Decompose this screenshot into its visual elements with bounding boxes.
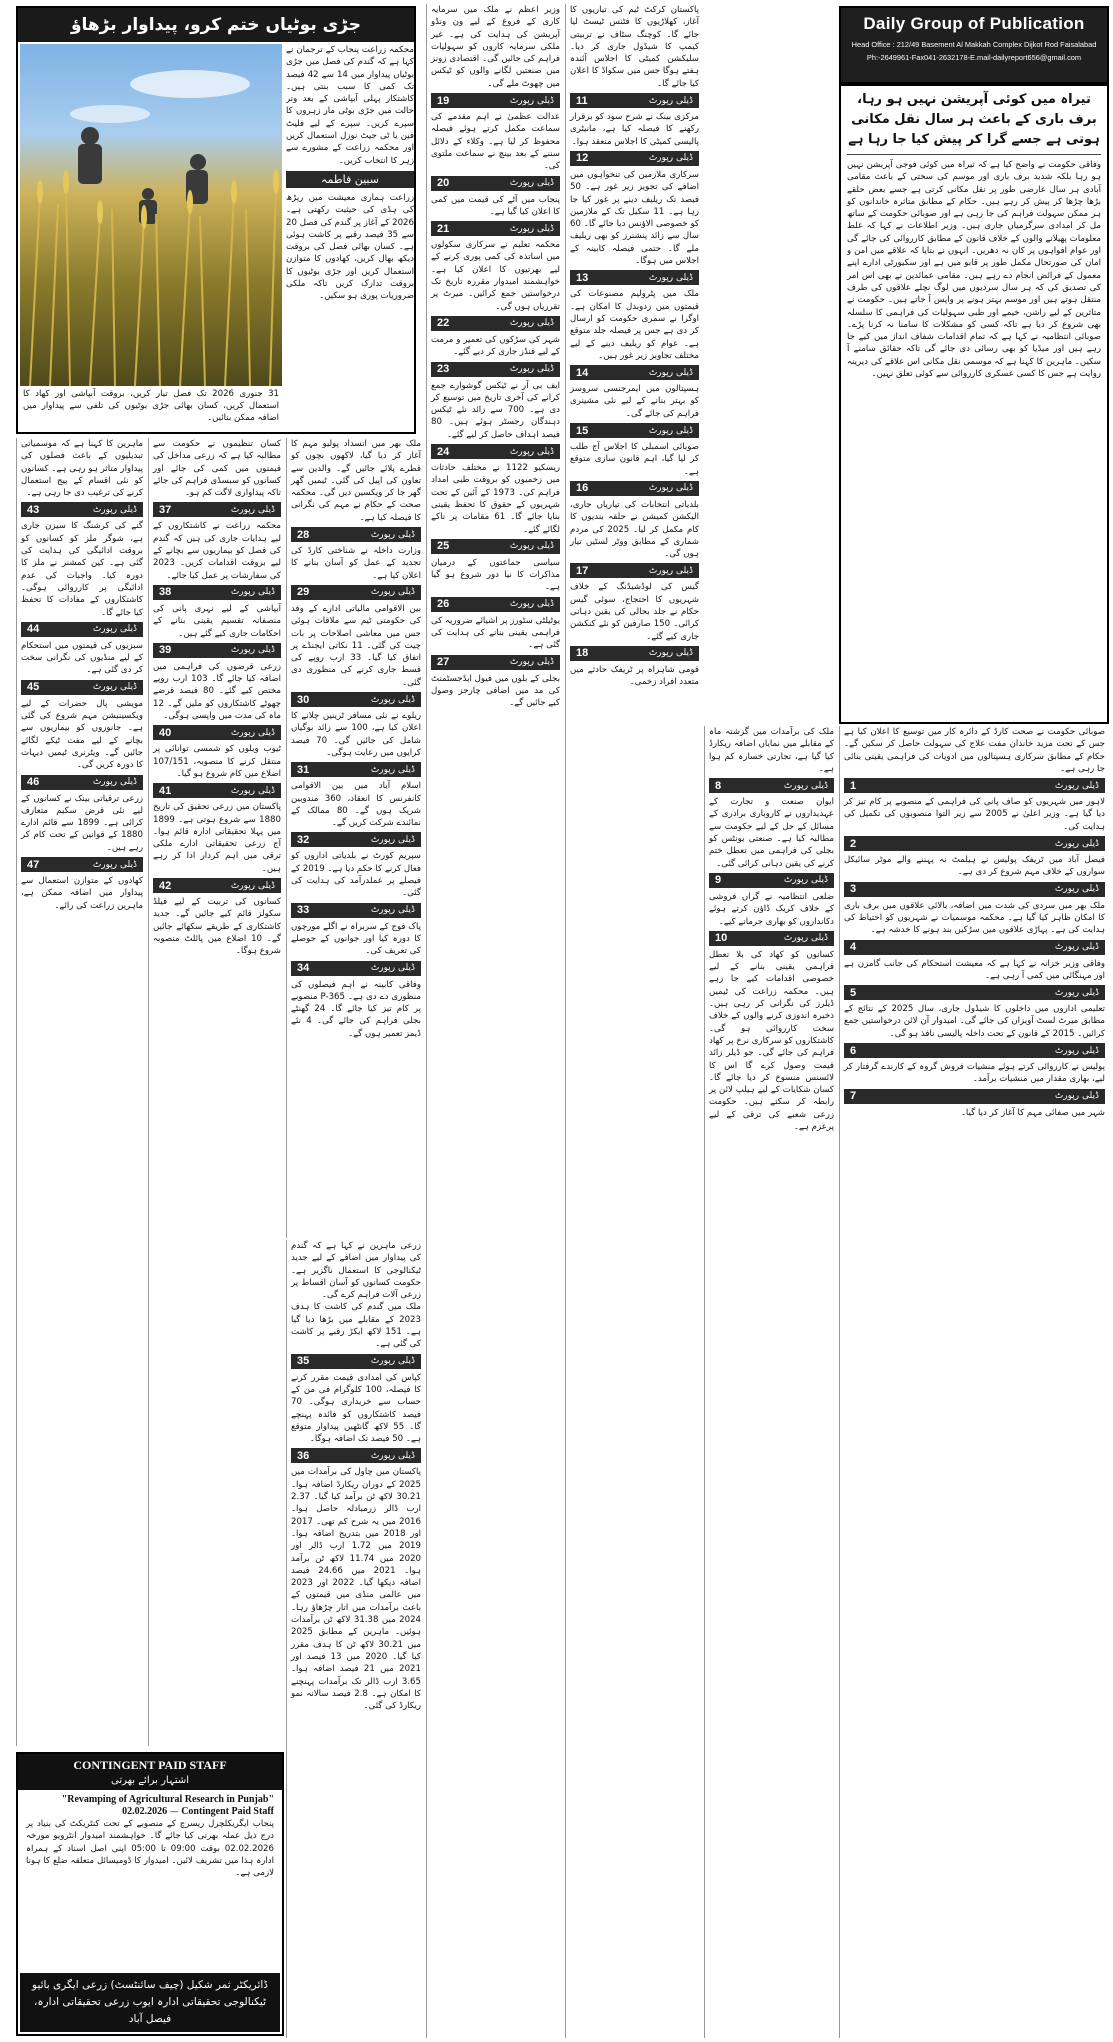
- news-item-header: [709, 873, 834, 888]
- news-item-text: پاک فوج کے سربراہ نے اگلے مورچوں کا دورہ کیا اور جوانوں کے حوصلے کی تعریف کی۔: [291, 921, 421, 957]
- news-item-header: [570, 646, 699, 661]
- news-item-text: کسانوں کو کھاد کی بلا تعطل فراہمی یقینی بنانے کے لیے خصوصی اقدامات کیے جا رہے ہیں۔ محکمہ زراعت کی ٹیمیں ڈیلرز کی نگرانی کر رہی ہیں۔ ذخیرہ اندوزی کرنے والوں کے خلاف سخت کارروائی ہو گی۔ کاشتکاروں کو سرکاری نرخ پر کھاد فراہم کی جائے گی۔ جو ڈیلر زائد قیمت وصول کرے گا اس کا لائسنس منسوخ کر دیا جائے گا۔ کسان شکایات کے لیے ہیلپ لائن پر رابطہ کر سکتے ہیں۔ حکومت زرعی شعبے کی ترقی کے لیے پرعزم ہے۔: [709, 949, 834, 1133]
- news-item-header: [844, 778, 1105, 793]
- photo-caption: 31 جنوری 2026 تک فصل تیار کریں، بروقت آبپاشی اور کھاد کا استعمال کریں، کسان بھائی جڑی بوٹیوں کی تلفی سے پیداوار میں اضافہ ممکن بنائیں۔: [23, 389, 279, 423]
- news-item-header: [844, 985, 1105, 1000]
- section-label: ڈیلی رپورٹ: [509, 541, 554, 552]
- news-item-number: 46: [27, 776, 40, 789]
- news-item-text: تعلیمی اداروں میں داخلوں کا شیڈول جاری، سال 2025 کے نتائج کے مطابق میرٹ لسٹ آویزاں کی جائے گی۔ امیدوار آن لائن درخواستیں جمع کرائیں۔ 2015 کے قانون کے تحت داخلہ پالیسی نافذ ہو گی۔: [844, 1004, 1105, 1039]
- news-item-number: 14: [576, 366, 589, 379]
- section-label: ڈیلی رپورٹ: [648, 425, 693, 436]
- news-item-text: صوبائی حکومت نے صحت کارڈ کے دائرہ کار میں توسیع کا اعلان کیا ہے جس کے تحت مزید خاندان مفت علاج کی سہولت حاصل کر سکیں گے۔ حکام کے مطابق سرکاری ہسپتالوں میں ادویات کی فراہمی یقینی بنائی جا رہی ہے۔: [844, 727, 1105, 774]
- news-item-number: 24: [437, 445, 450, 458]
- news-item-number: 2: [850, 837, 857, 850]
- news-item-number: 40: [159, 726, 172, 739]
- section-label: ڈیلی رپورٹ: [92, 859, 137, 870]
- news-item-text: ہسپتالوں میں ایمرجنسی سروسز کو بہتر بنانے کے لیے نئی مشینری فراہم کی جائے گی۔: [570, 384, 699, 419]
- section-label: ڈیلی رپورٹ: [230, 880, 275, 891]
- news-item-text: ماہرین کا کہنا ہے کہ موسمیاتی تبدیلیوں کے باعث فصلوں کی پیداوار متاثر ہو رہی ہے۔ کسانوں کو نئی اقسام کے بیج استعمال کرنے کی ترغیب دی جا رہی ہے۔: [21, 439, 143, 499]
- news-item-text: ملک بھر میں انسداد پولیو مہم کا آغاز کر دیا گیا، لاکھوں بچوں کو قطرے پلائے جائیں گے۔ والدین سے تعاون کی اپیل کی گئی۔ ٹیمیں گھر گھر جا کر ویکسین دیں گی۔ محکمہ صحت کے حکام نے مہم کی نگرانی کا فیصلہ کیا ہے۔: [291, 439, 421, 523]
- news-item-text: محکمہ زراعت نے کاشتکاروں کے لیے ہدایات جاری کی ہیں کہ گندم کی فصل کو بیماریوں سے بچانے کے لیے بروقت اقدامات کریں۔ 2023 کی سفارشات پر عمل کیا جائے۔: [153, 521, 281, 581]
- news-item-number: 35: [297, 1355, 310, 1368]
- news-item-header: [431, 539, 560, 554]
- editorial-body: وفاقی حکومت نے واضح کیا ہے کہ تیراہ میں کوئی فوجی آپریشن نہیں ہو رہا بلکہ شدید برف باری اور موسم کی سختی کے باعث مقامی آبادی ہر سال عارضی طور پر نقل مکانی کرتی ہے جسے بعض حلقے بڑھا چڑھا کر پیش کر رہے ہیں۔ حکام کے مطابق متاثرہ خاندانوں کو ہر ممکن سہولت فراہم کی جا رہی ہے اور صوبائی حکومت کے ساتھ مل کر امدادی سرگرمیاں جاری ہیں۔ وزیر اطلاعات نے کہا کہ غلط معلومات پھیلانے والوں کے خلاف قانون کے مطابق کارروائی کی جائے گی اور عوام افواہوں پر کان نہ دھریں۔ انہوں نے بتایا کہ علاقے میں امن و امان کی صورتحال مکمل طور پر قابو میں ہے اور سکیورٹی ادارے اپنے معمول کے فرائض انجام دے رہے ہیں۔ مقامی عمائدین نے بھی اس امر کی تصدیق کی کہ ہر سال سردیوں میں لوگ نچلے علاقوں کی طرف منتقل ہوتے ہیں اور موسم بہتر ہونے پر واپس آ جاتے ہیں۔ حکومت نے متاثرین کے لیے راشن، خیمے اور طبی سہولیات کی فراہمی کا سلسلہ بھی شروع کر دیا ہے تاکہ کسی کو مشکلات کا سامنا نہ کرنا پڑے۔ صوبائی انتظامیہ نے کہا ہے کہ تمام اقدامات شفاف انداز میں کیے جا رہے ہیں اور میڈیا کو بھی رسائی دی جائے گی تاکہ حقائق سامنے آ سکیں۔ ماہرین کا کہنا ہے کہ موسمی نقل مکانی اس علاقے کی دیرینہ روایت ہے جس کا کسی عسکری کارروائی سے کوئی تعلق نہیں۔: [847, 160, 1101, 380]
- news-item-number: 29: [297, 586, 310, 599]
- news-item-number: 31: [297, 763, 310, 776]
- news-column: [426, 4, 564, 2038]
- news-item-header: [291, 1354, 421, 1369]
- feature-text: [286, 44, 414, 432]
- news-item-text: صوبائی اسمبلی کا اجلاس آج طلب کر لیا گیا، اہم قانون سازی متوقع ہے۔: [570, 442, 699, 477]
- section-label: ڈیلی رپورٹ: [1054, 838, 1099, 849]
- news-item-text: پاکستان میں زرعی تحقیق کی تاریخ 1880 سے شروع ہوتی ہے۔ 1899 میں پہلا تحقیقاتی ادارہ قائم ہوا۔ آج زرعی تحقیقاتی ادارے ملکی ترقی میں اہم کردار ادا کر رہے ہیں۔: [153, 802, 281, 874]
- news-item-number: 18: [576, 647, 589, 660]
- news-item-text: سبزیوں کی قیمتوں میں استحکام کے لیے منڈیوں کی نگرانی سخت کر دی گئی ہے۔: [21, 640, 143, 676]
- news-column: [565, 4, 703, 2038]
- ad-text: پنجاب ایگریکلچرل ریسرچ کے منصوبے کے تحت کنٹریکٹ کی بنیاد پر درج ذیل عملہ بھرتی کیا جائے گا۔ خواہشمند امیدوار انٹرویو مورخہ 02.02.2026 بوقت 09:00 تا 05:00 اپنی اصل اسناد کے ہمراہ ادارہ ہذا میں تشریف لائیں۔ امیدوار کا ڈومیسائل متعلقہ ضلع کا ہونا لازمی ہے۔: [26, 1819, 274, 1879]
- section-label: ڈیلی رپورٹ: [648, 565, 693, 576]
- section-label: ڈیلی رپورٹ: [509, 446, 554, 457]
- section-label: ڈیلی رپورٹ: [1054, 942, 1099, 953]
- section-label: ڈیلی رپورٹ: [1054, 884, 1099, 895]
- news-item-header: [570, 365, 699, 380]
- feature-text-1: محکمہ زراعت پنجاب کے ترجمان نے کہا ہے کہ گندم کی فصل میں جڑی بوٹیاں پیداوار میں 14 سے 42 فیصد تک کمی کا سبب بنتی ہیں۔ کاشتکار پہلی آبپاشی کے بعد وتر حالت میں جڑی بوٹی مار زہروں کا سپرے کریں۔ سپرے کے لیے فلیٹ فین یا ٹی جیٹ نوزل استعمال کریں اور محکمہ زراعت کے مشورے سے زہر کا انتخاب کریں۔: [286, 45, 414, 166]
- section-label: ڈیلی رپورٹ: [509, 364, 554, 375]
- news-item-text: گنے کی کرشنگ کا سیزن جاری ہے، شوگر ملز کو کسانوں کو بروقت ادائیگی کی ہدایت کی گئی ہے۔ کین کمشنر نے ملز کا دورہ کیا۔ واجبات کی عدم ادائیگی پر کارروائی ہوگی۔ کاشتکاروں کے مفادات کا تحفظ کیا جائے گا۔: [21, 521, 143, 618]
- news-item-header: [570, 270, 699, 285]
- news-item-text: ٹیوب ویلوں کو شمسی توانائی پر منتقل کرنے کا منصوبہ، 107/151 اضلاع میں کام شروع ہو گیا۔: [153, 744, 281, 779]
- news-item-number: 38: [159, 586, 172, 599]
- news-item-number: 6: [850, 1044, 857, 1057]
- news-item-number: 25: [437, 540, 450, 553]
- news-item-number: 23: [437, 363, 450, 376]
- news-item-number: 27: [437, 656, 450, 669]
- news-item-header: [709, 931, 834, 946]
- news-item-number: 21: [437, 222, 450, 235]
- news-item-header: [21, 502, 143, 517]
- news-item-text: محکمہ تعلیم نے سرکاری سکولوں میں اساتذہ کی کمی پوری کرنے کے لیے بھرتیوں کا اعلان کیا ہے۔ خواہشمند امیدوار مقررہ تاریخ تک درخواستیں جمع کرائیں۔ میرٹ پر تقرریاں ہوں گی۔: [431, 240, 560, 312]
- news-column: [286, 438, 425, 1238]
- news-item-header: [291, 585, 421, 600]
- section-label: ڈیلی رپورٹ: [648, 95, 693, 106]
- news-item-text: گیس کی لوڈشیڈنگ کے خلاف شہریوں کا احتجاج، سوئی گیس حکام نے جلد بحالی کی یقین دہانی کرائی۔ 150 صارفین کو نئے کنکشن جاری کیے گئے۔: [570, 582, 699, 642]
- news-item-text: وزارت داخلہ نے شناختی کارڈ کی تجدید کے عمل کو آسان بنانے کا اعلان کیا ہے۔: [291, 546, 421, 581]
- news-item-number: 19: [437, 94, 450, 107]
- news-column: [286, 1240, 425, 2038]
- section-label: ڈیلی رپورٹ: [509, 657, 554, 668]
- ad-signature: ڈائریکٹر ثمر شکیل (چیف سائنٹسٹ) زرعی ایگری بائیو ٹیکنالوجی تحقیقاتی ادارہ ایوب زرعی تحقیقاتی ادارہ، فیصل آباد: [20, 1973, 280, 2032]
- wheat-field-illustration: [20, 44, 282, 386]
- news-item-number: 36: [297, 1449, 310, 1462]
- news-column: [704, 726, 838, 2038]
- news-item-text: بجلی کے بلوں میں فیول ایڈجسٹمنٹ کی مد میں اضافی چارجز وصول کیے جائیں گے۔: [431, 673, 560, 709]
- feature-text-2: زراعت ہماری معیشت میں ریڑھ کی ہڈی کی حیثیت رکھتی ہے۔ 2026 کے آغاز پر گندم کی فصل 20 سے 35 فیصد رقبے پر کاشت ہوئی ہے۔ کسان بھائی فصل کی بروقت دیکھ بھال کریں، کھادوں کا متوازن استعمال کریں اور جڑی بوٹیوں کا بروقت تدارک کریں تاکہ ملکی ضروریات پوری ہو سکیں۔: [286, 192, 414, 302]
- section-label: ڈیلی رپورٹ: [230, 727, 275, 738]
- news-item-header: [291, 903, 421, 918]
- news-item-number: 12: [576, 152, 589, 165]
- news-item-header: [291, 832, 421, 847]
- news-item-text: آبپاشی کے لیے نہری پانی کی منصفانہ تقسیم یقینی بنانے کے احکامات جاری کیے گئے ہیں۔: [153, 603, 281, 639]
- ad-staff-type: Contingent Paid Staff: [181, 1806, 274, 1817]
- section-label: ڈیلی رپورٹ: [783, 933, 828, 944]
- section-label: ڈیلی رپورٹ: [1054, 780, 1099, 791]
- news-item-text: سرکاری ملازمین کی تنخواہوں میں اضافے کی تجویز زیر غور ہے۔ 50 فیصد تک ریلیف دینے پر غور کیا جا رہا ہے۔ 11 سکیل تک کے ملازمین کو خصوصی الاؤنس دیا جائے گا۔ 60 سال سے زائد پنشنرز کو بھی ریلیف ملے گا۔ حتمی فیصلہ کابینہ کے اجلاس میں ہوگا۔: [570, 169, 699, 267]
- news-item-text: زرعی قرضوں کی فراہمی میں اضافہ کیا جائے گا۔ 103 ارب روپے مختص کیے گئے۔ 80 فیصد قرضے چھوٹے کاشتکاروں کو ملیں گے۔ 12 ماہ کی مدت میں واپسی ہوگی۔: [153, 661, 281, 722]
- news-item-text: کسانوں کی تربیت کے لیے فیلڈ سکولز قائم کیے جائیں گے۔ جدید کاشتکاری کے طریقے سکھائے جائیں گے۔ 10 اضلاع میں پائلٹ منصوبہ شروع ہوگا۔: [153, 897, 281, 957]
- news-item-header: [844, 836, 1105, 851]
- news-item-text: ایف بی آر نے ٹیکس گوشوارے جمع کرانے کی آخری تاریخ میں توسیع کر دی ہے۔ 700 سے زائد نئے ٹیکس دہندگان رجسٹر ہوئے ہیں۔ 80 فیصد اہداف حاصل کر لیے گئے۔: [431, 380, 560, 440]
- editorial-box: [839, 84, 1109, 724]
- section-label: ڈیلی رپورٹ: [370, 963, 415, 973]
- news-item-text: پاکستان کرکٹ ٹیم کی تیاریوں کا آغاز، کھلاڑیوں کا فٹنس ٹیسٹ لیا جائے گا۔ کوچنگ سٹاف نے تربیتی کیمپ کا شیڈول جاری کر دیا۔ سلیکشن کمیٹی کا اجلاس آئندہ ہفتے ہوگا جس میں سکواڈ کا اعلان کیا جائے گا۔: [570, 5, 699, 89]
- news-item-header: [153, 878, 281, 893]
- news-item-number: 16: [576, 482, 589, 495]
- news-item-number: 43: [27, 503, 40, 516]
- news-item-number: 7: [850, 1090, 857, 1103]
- masthead: [839, 6, 1109, 84]
- section-label: ڈیلی رپورٹ: [1054, 1091, 1099, 1102]
- news-item-header: [291, 961, 421, 976]
- news-item-header: [570, 151, 699, 166]
- news-item-text: پاکستان میں چاول کی برآمدات میں 2025 کے دوران ریکارڈ اضافہ ہوا۔ 30.21 لاکھ ٹن برآمد کیا گیا۔ 2.37 ارب ڈالر زرمبادلہ حاصل ہوا۔ 2016 میں یہ شرح کم تھی۔ 2017 اور 2018 میں بتدریج اضافہ ہوا۔ 2019 میں 1.72 ارب ڈالر اور 2020 میں 11.74 لاکھ ٹن برآمد ہوا۔ 2021 میں 24.66 فیصد اضافہ دیکھا گیا۔ 2022 اور 2023 میں عالمی منڈی میں قیمتوں کے باعث برآمدات میں اتار چڑھاؤ رہا۔ 2024 میں 31.38 لاکھ ٹن برآمدات ہوئیں۔ ماہرین کے مطابق 2025 میں 30.21 لاکھ ٹن کا ہدف مقرر کیا گیا۔ 2020 میں 13 فیصد اور 2021 میں 21 فیصد اضافہ ہوا۔ 3.65 ارب ڈالر تک برآمدات پہنچنے کا امکان ہے۔ 2.8 فیصد سالانہ نمو ریکارڈ کی گئی۔: [291, 1467, 422, 1712]
- news-item-text: مرکزی بینک نے شرح سود کو برقرار رکھنے کا فیصلہ کیا ہے، مانیٹری پالیسی کمیٹی کا اجلاس منعقد ہوا۔: [570, 112, 699, 147]
- news-item-text: پولیس نے کارروائی کرتے ہوئے منشیات فروش گروہ کے کارندے گرفتار کر لیے، بھاری مقدار میں منشیات برآمد۔: [844, 1062, 1105, 1085]
- news-item-text: زرعی ترقیاتی بینک نے کسانوں کے لیے نئی قرض سکیم متعارف کرائی ہے۔ 1899 سے قائم ادارے 1880 کے قوانین کے تحت کام کر رہے ہیں۔: [21, 793, 143, 853]
- section-label: ڈیلی رپورٹ: [370, 764, 415, 775]
- news-item-header: [431, 444, 560, 459]
- feature-headline: جڑی بوٹیاں ختم کرو، پیداوار بڑھاؤ: [18, 8, 414, 42]
- news-item-text: ملک کی برآمدات میں گزشتہ ماہ کے مقابلے میں نمایاں اضافہ ریکارڈ کیا گیا ہے، تجارتی خسارہ کم ہوا ہے۔: [709, 727, 834, 774]
- news-item-header: [291, 762, 421, 777]
- news-item-text: سیاسی جماعتوں کے درمیان مذاکرات کا نیا دور شروع ہو گیا ہے۔: [431, 557, 560, 593]
- section-label: ڈیلی رپورٹ: [648, 153, 693, 164]
- news-item-number: 32: [297, 833, 310, 846]
- section-label: ڈیلی رپورٹ: [648, 483, 693, 494]
- news-item-text: شہر میں صفائی مہم کا آغاز کر دیا گیا۔: [960, 1107, 1105, 1118]
- news-item-header: [153, 585, 281, 600]
- section-label: ڈیلی رپورٹ: [370, 1356, 415, 1367]
- news-item-header: [431, 93, 560, 108]
- section-label: ڈیلی رپورٹ: [370, 905, 415, 916]
- news-item-number: 4: [850, 941, 857, 954]
- section-label: ڈیلی رپورٹ: [230, 587, 275, 598]
- news-item-header: [570, 481, 699, 496]
- news-item-text: یوٹیلٹی سٹورز پر اشیائے ضروریہ کی فراہمی یقینی بنانے کی ہدایت کی گئی ہے۔: [431, 615, 560, 651]
- news-item-number: 33: [297, 904, 310, 917]
- news-item-text: بین الاقوامی مالیاتی ادارے کے وفد کی حکومتی ٹیم سے ملاقات ہوئی جس میں معاشی اصلاحات پر بات چیت کی گئی۔ 11 نکاتی ایجنڈے پر اتفاق کیا گیا۔ 33 ارب روپے کی قسط جاری کرنے کی منظوری دی گئی۔: [291, 603, 421, 688]
- news-item-number: 42: [159, 879, 172, 892]
- news-item-header: [844, 1089, 1105, 1104]
- news-item-text: فیصل آباد میں ٹریفک پولیس نے ہیلمٹ نہ پہننے والے موٹر سائیکل سواروں کے خلاف مہم شروع کر دی ہے۔: [844, 855, 1105, 878]
- news-item-number: 20: [437, 177, 450, 190]
- news-item-header: [844, 1043, 1105, 1058]
- news-item-header: [431, 597, 560, 612]
- news-item-header: [153, 643, 281, 658]
- section-label: ڈیلی رپورٹ: [509, 178, 554, 189]
- section-label: ڈیلی رپورٹ: [509, 95, 554, 106]
- section-label: ڈیلی رپورٹ: [92, 504, 137, 515]
- news-item-number: 41: [159, 784, 172, 797]
- news-item-number: 8: [715, 779, 722, 792]
- news-item-header: [709, 778, 834, 793]
- news-item-header: [431, 221, 560, 236]
- masthead-contact: Ph:-2649961-Fax041-2632178-E.mail-dailyreport656@gmail.com: [866, 53, 1082, 62]
- news-item-number: 11: [576, 94, 588, 107]
- news-column: [148, 438, 285, 1746]
- section-label: ڈیلی رپورٹ: [92, 624, 137, 635]
- news-item-number: 13: [576, 271, 589, 284]
- news-item-text: ملک میں گندم کی کاشت کا ہدف 2023 کے مقابلے میں بڑھا دیا گیا ہے۔ 151 لاکھ ایکڑ رقبے پر کاشت کی گئی ہے۔: [291, 1302, 422, 1350]
- news-item-number: 47: [27, 858, 40, 871]
- news-item-text: کھادوں کے متوازن استعمال سے پیداوار میں اضافہ ممکن ہے، ماہرین زراعت کی رائے۔: [21, 876, 143, 911]
- news-item-text: زرعی ماہرین نے کہا ہے کہ گندم کی پیداوار میں اضافے کے لیے جدید ٹیکنالوجی کا استعمال ناگزیر ہے۔ حکومت کسانوں کو آسان اقساط پر زرعی آلات فراہم کرے گی۔: [291, 1241, 421, 1301]
- news-item-number: 3: [850, 883, 857, 896]
- news-column: [839, 726, 1109, 2038]
- news-item-number: 44: [27, 623, 40, 636]
- section-label: ڈیلی رپورٹ: [370, 1450, 415, 1461]
- section-label: ڈیلی رپورٹ: [230, 645, 275, 656]
- news-item-header: [21, 622, 143, 637]
- news-item-text: کسان تنظیموں نے حکومت سے مطالبہ کیا ہے کہ زرعی مداخل کی قیمتوں میں کمی کی جائے اور کسانوں کو سبسڈی فراہم کی جائے تاکہ پیداواری لاگت کم ہو۔: [153, 439, 281, 499]
- news-item-header: [431, 655, 560, 670]
- news-item-number: 1: [850, 779, 857, 792]
- section-label: ڈیلی رپورٹ: [1054, 987, 1099, 998]
- news-item-text: اسلام آباد میں بین الاقوامی کانفرنس کا انعقاد، 360 مندوبین شریک ہوں گے۔ 80 ممالک کے نمائندے شرکت کریں گے۔: [291, 781, 421, 829]
- news-item-header: [431, 316, 560, 331]
- news-item-header: [844, 882, 1105, 897]
- section-label: ڈیلی رپورٹ: [648, 272, 693, 283]
- news-item-text: پنجاب میں آٹے کی قیمت میں کمی کا اعلان کیا گیا ہے۔: [431, 194, 560, 217]
- news-item-text: ریلوے نے نئی مسافر ٹرینیں چلانے کا اعلان کیا ہے، 100 سے زائد بوگیاں شامل کی جائیں گی۔ 70 فیصد کرایوں میں رعایت ہوگی۔: [291, 711, 421, 758]
- section-label: ڈیلی رپورٹ: [370, 694, 415, 705]
- news-item-header: [431, 362, 560, 377]
- news-item-number: 34: [297, 962, 310, 974]
- news-item-number: 28: [297, 528, 310, 541]
- news-item-text: ایوان صنعت و تجارت کے عہدیداروں نے کاروباری برادری کے مسائل کے حل کے لیے حکومت سے مطالبہ کیا ہے۔ صنعتی یونٹس کو بجلی کی فراہمی میں تعطل ختم کرنے کی یقین دہانی کرائی گئی۔: [709, 797, 834, 869]
- masthead-address: Head Office : 212/49 Basement Al Makkah Complex Dijkot Rod Faisalabad: [851, 40, 1097, 49]
- news-item-number: 39: [159, 644, 172, 657]
- editorial-title: تیراہ میں کوئی آپریشن نہیں ہو رہا، برف باری کے باعث ہر سال نقل مکانی ہوتی ہے جسے گرا کر پیش کیا جا رہا ہے: [847, 90, 1101, 155]
- masthead-title: Daily Group of Publication: [863, 14, 1085, 33]
- section-label: ڈیلی رپورٹ: [370, 587, 415, 598]
- section-label: ڈیلی رپورٹ: [92, 682, 137, 693]
- news-item-header: [431, 176, 560, 191]
- news-item-text: سپریم کورٹ نے بلدیاتی اداروں کو فعال کرنے کا حکم دیا ہے۔ 2019 کے فیصلے پر عملدرآمد کی ہدایت کی گئی۔: [291, 851, 422, 899]
- news-item-text: مویشی پال حضرات کے لیے ویکسینیشن مہم شروع کی گئی ہے۔ جانوروں کو بیماریوں سے بچانے کے لیے مفت ٹیکے لگائے جائیں گے۔ ویٹرنری ٹیمیں دیہات کا دورہ کریں گی۔: [21, 698, 143, 771]
- news-item-header: [291, 1448, 421, 1463]
- news-item-text: وفاقی کابینہ نے اہم فیصلوں کی منظوری دے دی ہے۔ P-365 منصوبے پر کام تیز کیا جائے گا۔ 24 گھنٹے بجلی فراہم کی جائے گی۔ 4 نئے ڈیمز تعمیر ہوں گے۔: [291, 979, 421, 1039]
- news-item-number: 30: [297, 693, 310, 706]
- section-label: ڈیلی رپورٹ: [509, 599, 554, 610]
- news-item-text: قومی شاہراہ پر ٹریفک حادثے میں متعدد افراد زخمی۔: [570, 664, 699, 688]
- news-item-text: بلدیاتی انتخابات کی تیاریاں جاری، الیکشن کمیشن نے حلقہ بندیوں کا کام مکمل کر لیا۔ 2025 کی مردم شماری کے مطابق ووٹر لسٹیں تیار ہوں گی۔: [570, 499, 699, 560]
- section-label: ڈیلی رپورٹ: [370, 834, 415, 845]
- news-item-header: [570, 93, 699, 108]
- news-item-text: ملک بھر میں سردی کی شدت میں اضافہ، بالائی علاقوں میں برف باری کا امکان ظاہر کیا گیا ہے۔ محکمہ موسمیات نے شہریوں کو احتیاط کی ہدایت کی ہے۔ پہاڑی علاقوں میں سڑکیں بند ہونے کا خدشہ ہے۔: [844, 900, 1105, 936]
- news-item-header: [153, 783, 281, 798]
- news-item-text: لاہور میں شہریوں کو صاف پانی کی فراہمی کے منصوبے پر کام تیز کر دیا گیا ہے۔ وزیر اعلیٰ نے 2005 سے زیر التوا منصوبوں کی تکمیل کی ہدایت کی۔: [844, 797, 1105, 832]
- section-label: ڈیلی رپورٹ: [230, 504, 275, 515]
- feature-article: [16, 6, 416, 434]
- section-label: ڈیلی رپورٹ: [648, 648, 693, 659]
- news-item-text: ریسکیو 1122 نے مختلف حادثات میں زخمیوں کو بروقت طبی امداد فراہم کی۔ 1973 کے آئین کے تحت شہریوں کے حقوق کا تحفظ یقینی بنایا جائے گا۔ 61 مقامات پر ناکے لگائے گئے۔: [431, 463, 560, 535]
- news-item-text: عدالت عظمیٰ نے اہم مقدمے کی سماعت مکمل کرتے ہوئے فیصلہ محفوظ کر لیا ہے۔ وکلاء کے دلائل سننے کے بعد بینچ نے سماعت ملتوی کی۔: [431, 112, 560, 172]
- news-item-text: کپاس کی امدادی قیمت مقرر کرنے کا فیصلہ، 100 کلوگرام فی من کے حساب سے خریداری ہوگی۔ 70 فیصد کاشتکاروں کو فائدہ پہنچے گا۔ 55 لاکھ گانٹھیں پیداوار متوقع ہے۔ 50 فیصد تک اضافہ ہوگا۔: [291, 1372, 422, 1445]
- news-item-number: 26: [437, 598, 450, 611]
- section-label: ڈیلی رپورٹ: [783, 875, 828, 886]
- news-item-number: 22: [437, 317, 450, 330]
- section-label: ڈیلی رپورٹ: [1054, 1045, 1099, 1056]
- ad-subtitle: اشتہار برائے بھرتی: [18, 1775, 282, 1790]
- news-item-number: 15: [576, 424, 589, 437]
- news-item-header: [291, 527, 421, 542]
- section-label: ڈیلی رپورٹ: [783, 780, 828, 791]
- section-label: ڈیلی رپورٹ: [509, 223, 554, 234]
- recruitment-ad: [16, 1752, 284, 2036]
- wheat-field-photo: [20, 44, 282, 386]
- section-label: ڈیلی رپورٹ: [92, 777, 137, 788]
- section-label: ڈیلی رپورٹ: [370, 529, 415, 540]
- news-item-header: [21, 775, 143, 790]
- news-item-text: ضلعی انتظامیہ نے گراں فروشی کے خلاف کریک ڈاؤن کرتے ہوئے دکانداروں کو بھاری جرمانے کیے۔: [709, 891, 834, 927]
- news-item-header: [21, 680, 143, 695]
- news-item-number: 17: [576, 564, 589, 577]
- news-item-header: [153, 502, 281, 517]
- news-item-header: [844, 940, 1105, 955]
- news-item-text: وفاقی وزیر خزانہ نے کہا ہے کہ معیشت استحکام کی جانب گامزن ہے اور مہنگائی میں کمی آ رہی ہے۔: [844, 958, 1105, 981]
- ad-date: 02.02.2026: [122, 1806, 168, 1817]
- news-item-number: 45: [27, 681, 40, 694]
- section-label: ڈیلی رپورٹ: [509, 318, 554, 329]
- feature-byline: سبین فاطمہ: [286, 171, 414, 188]
- ad-project-name: "Revamping of Agricultural Research in Punjab": [61, 1794, 274, 1805]
- section-label: ڈیلی رپورٹ: [230, 785, 275, 796]
- news-item-header: [291, 692, 421, 707]
- ad-title: CONTINGENT PAID STAFF: [18, 1754, 282, 1775]
- news-item-text: شہر کی سڑکوں کی تعمیر و مرمت کے لیے فنڈز جاری کر دیے گئے۔: [431, 334, 560, 358]
- news-item-number: 37: [159, 503, 172, 516]
- news-item-text: وزیر اعظم نے ملک میں سرمایہ کاری کے فروغ کے لیے ون ونڈو آپریشن کی ہدایت کی ہے۔ غیر ملکی سرمایہ کاروں کو سہولیات فراہم کی جائیں گی۔ اقتصادی زونز میں صنعتیں لگانے والوں کو ٹیکس میں چھوٹ ملے گی۔: [431, 5, 560, 89]
- news-item-text: ملک میں پٹرولیم مصنوعات کی قیمتوں میں ردوبدل کا امکان ہے۔ اوگرا نے سمری حکومت کو ارسال کر دی ہے جس پر فیصلہ جلد متوقع ہے۔ عوام کو ریلیف دینے کے لیے مختلف تجاویز زیر غور ہیں۔: [570, 289, 699, 361]
- news-item-header: [21, 857, 143, 872]
- ad-body: "Revamping of Agricultural Research in Punjab" Contingent Paid Staff — 02.02.2026 پنجاب ایگریکلچرل ریسرچ کے منصوبے کے تحت کنٹریکٹ کی بنیاد پر درج ذیل عملہ بھرتی کیا جائے گا۔ خواہشمند امیدوار انٹرویو مورخہ 02.02.2026 بوقت 09:00 تا 05:00 اپنی اصل اسناد کے ہمراہ ادارہ ہذا میں تشریف لائیں۔ امیدوار کا ڈومیسائل متعلقہ ضلع کا ہونا لازمی ہے۔: [26, 1794, 274, 1879]
- news-item-header: [570, 563, 699, 578]
- news-column: [16, 438, 147, 1746]
- news-item-header: [570, 423, 699, 438]
- news-item-number: 10: [715, 932, 728, 945]
- news-item-number: 9: [715, 874, 722, 887]
- section-label: ڈیلی رپورٹ: [648, 367, 693, 378]
- news-item-header: [153, 725, 281, 740]
- news-item-number: 5: [850, 986, 857, 999]
